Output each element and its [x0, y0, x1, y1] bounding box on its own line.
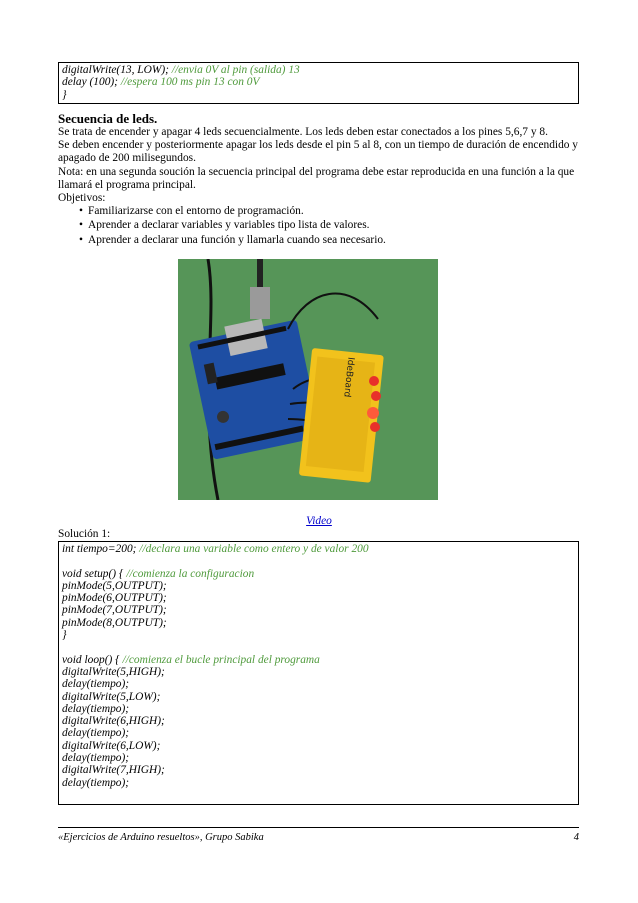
code-line [62, 629, 575, 641]
code-line [62, 678, 575, 690]
paragraph-intro: Se trata de encender y apagar 4 leds secuencialmente. Los leds deben estar conectados a los pines 5,6,7 y 8. [58, 126, 548, 138]
code-line [62, 604, 575, 616]
code-line [62, 76, 575, 88]
code-line [62, 703, 575, 715]
code-text: digitalWrite(7,HIGH); [62, 764, 165, 777]
code-text: pinMode(8,OUTPUT); [62, 616, 167, 629]
code-text: pinMode(7,OUTPUT); [62, 604, 167, 617]
code-line [62, 740, 575, 752]
code-comment: //espera 100 ms pin 13 con 0V [120, 76, 260, 89]
code-line [62, 580, 575, 592]
code-line [62, 715, 575, 727]
code-text: digitalWrite(6,LOW); [62, 739, 161, 752]
code-line [62, 89, 575, 101]
paragraph-note: Nota: en una segunda soución la secuencia principal del programa debe estar reproducida en una función a la que llamará el programa principal. [58, 165, 575, 191]
code-text: pinMode(6,OUTPUT); [62, 592, 167, 605]
objectives-list [58, 205, 583, 247]
list-item: • Aprender a declarar variables y variables tipo lista de valores. [79, 219, 370, 232]
section-body [58, 126, 583, 248]
code-line [62, 666, 575, 678]
code-text: digitalWrite(6,HIGH); [62, 715, 165, 728]
code-line [62, 641, 575, 653]
code-line [62, 568, 575, 580]
code-line [62, 777, 575, 789]
code-text: } [62, 629, 67, 642]
code-line [62, 727, 575, 739]
code-text: delay(tiempo); [62, 678, 130, 691]
footer-text: «Ejercicios de Arduino resueltos», Grupo Sabika [58, 832, 264, 843]
code-line [62, 752, 575, 764]
code-text: delay(tiempo); [62, 702, 130, 715]
code-line [62, 617, 575, 629]
arduino-breadboard-photo [178, 259, 438, 500]
video-link[interactable]: Video [306, 515, 332, 527]
objectives-label: Objetivos: [58, 192, 106, 205]
code-block-solution [58, 541, 579, 805]
solution-label: Solución 1: [58, 528, 111, 540]
code-text: void loop() { [62, 653, 123, 666]
code-text: } [62, 88, 67, 101]
code-line [62, 592, 575, 604]
code-comment: //comienza la configuracion [126, 567, 255, 580]
breadboard-label: IdeBoard [341, 356, 356, 398]
code-comment: //comienza el bucle principal del programa [122, 653, 320, 666]
section-heading: Secuencia de leds. [58, 111, 158, 126]
code-text: digitalWrite(5,HIGH); [62, 665, 165, 678]
bullet-icon: • [79, 219, 83, 232]
code-line [62, 691, 575, 703]
code-text: delay(tiempo); [62, 776, 130, 789]
code-text: digitalWrite(5,LOW); [62, 690, 161, 703]
paragraph-instructions: Se deben encender y posteriormente apagar los leds desde el pin 5 al 8, con un tiempo de duración de encendido y apagado de 200 milisegundos. [58, 139, 578, 165]
list-item: • Aprender a declarar una función y llamarla cuando sea necesario. [79, 233, 386, 246]
code-text: void setup() { [62, 567, 127, 580]
code-comment: //envia 0V al pin (salida) 13 [171, 64, 300, 76]
list-item: • Familiarizarse con el entorno de programación. [79, 205, 304, 218]
code-line [62, 64, 575, 76]
bullet-icon: • [79, 233, 83, 246]
code-block-top [58, 62, 579, 104]
footer-divider [58, 827, 579, 828]
code-line [62, 555, 575, 567]
code-text: delay(tiempo); [62, 727, 130, 740]
code-text: int tiempo=200; [62, 543, 140, 555]
code-text: digitalWrite(13, LOW); [62, 64, 172, 76]
code-line [62, 543, 575, 555]
code-text: pinMode(5,OUTPUT); [62, 579, 167, 592]
bullet-icon: • [79, 205, 83, 218]
page-number: 4 [573, 832, 579, 843]
code-text: delay (100); [62, 76, 121, 89]
code-line [62, 654, 575, 666]
code-line [62, 764, 575, 776]
code-comment: //declara una variable como entero y de valor 200 [139, 543, 369, 555]
code-text: delay(tiempo); [62, 752, 130, 765]
